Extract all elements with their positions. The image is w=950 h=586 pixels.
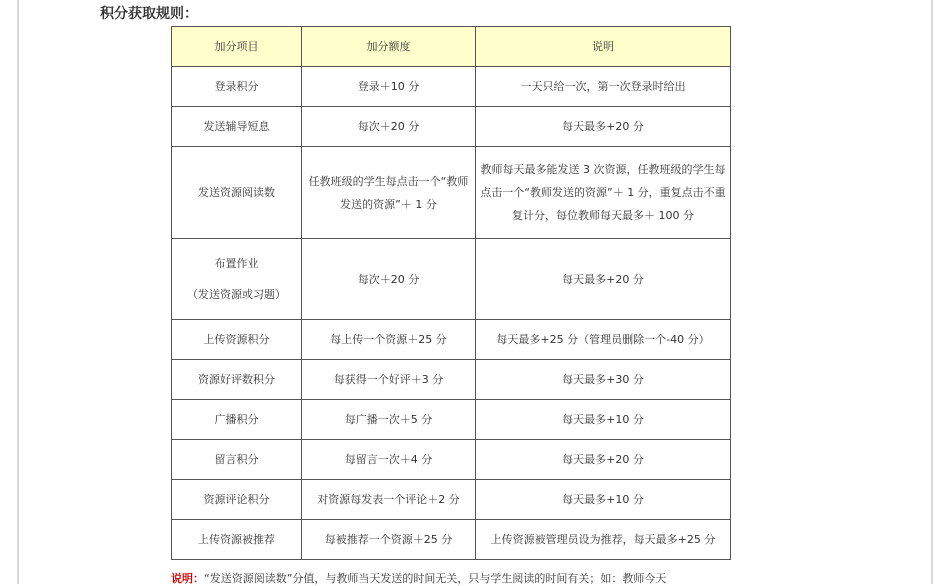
row-item: 布置作业 [214, 257, 259, 270]
table-row [172, 67, 731, 107]
header-amount: 加分额度 [302, 27, 476, 67]
table-row [172, 320, 731, 360]
row-note: 每天最多+10 分 [476, 480, 731, 520]
header-item: 加分项目 [172, 27, 302, 67]
row-amount: 每次＋20 分 [302, 239, 476, 320]
row-amount: 每留言一次＋4 分 [302, 440, 476, 480]
row-amount: 每广播一次＋5 分 [302, 400, 476, 440]
page-frame-left [17, 0, 19, 584]
page-frame-right [931, 0, 933, 584]
row-amount: 每被推荐一个资源＋25 分 [302, 520, 476, 560]
row-item: 上传资源积分 [172, 320, 302, 360]
table-row [172, 480, 731, 520]
row-note: 上传资源被管理员设为推荐，每天最多+25 分 [476, 520, 731, 560]
row-note: 每天最多+20 分 [476, 107, 731, 147]
row-note: 教师每天最多能发送 3 次资源，任教班级的学生每点击一个“教师发送的资源”＋ 1 分，重复点击不重复计分，每位教师每天最多＋ 100 分 [476, 147, 731, 239]
row-note: 每天最多+25 分（管理员删除一个-40 分） [476, 320, 731, 360]
row-note: 每天最多+20 分 [476, 440, 731, 480]
row-item: 广播积分 [172, 400, 302, 440]
row-item: 登录积分 [172, 67, 302, 107]
table-header-row [172, 27, 731, 67]
table-row [172, 360, 731, 400]
header-note: 说明 [476, 27, 731, 67]
row-note: 一天只给一次，第一次登录时给出 [476, 67, 731, 107]
row-item: 发送辅导短息 [172, 107, 302, 147]
row-amount: 每上传一个资源＋25 分 [302, 320, 476, 360]
row-item: 资源评论积分 [172, 480, 302, 520]
table-row [172, 400, 731, 440]
points-rules-table [171, 26, 731, 560]
footnote-label: 说明： [171, 572, 204, 585]
row-note: 每天最多+30 分 [476, 360, 731, 400]
table-row [172, 107, 731, 147]
row-item: 发送资源阅读数 [172, 147, 302, 239]
row-item-sub: （发送资源或习题） [187, 288, 286, 301]
row-note: 每天最多+20 分 [476, 239, 731, 320]
table-row [172, 147, 731, 239]
section-heading: 积分获取规则： [100, 6, 198, 22]
row-amount: 登录＋10 分 [302, 67, 476, 107]
table-row [172, 520, 731, 560]
table-row [172, 239, 731, 320]
row-amount: 每获得一个好评＋3 分 [302, 360, 476, 400]
footnote-text: “发送资源阅读数”分值，与教师当天发送的时间无关，只与学生阅读的时间有关；如：教师今天 [204, 572, 667, 585]
row-item: 资源好评数积分 [172, 360, 302, 400]
row-item-cell [172, 239, 302, 320]
row-amount: 对资源每发表一个评论＋2 分 [302, 480, 476, 520]
row-item: 上传资源被推荐 [172, 520, 302, 560]
row-item: 留言积分 [172, 440, 302, 480]
row-note: 每天最多+10 分 [476, 400, 731, 440]
table-row [172, 440, 731, 480]
row-amount: 每次＋20 分 [302, 107, 476, 147]
row-amount: 任教班级的学生每点击一个“教师发送的资源”＋ 1 分 [302, 147, 476, 239]
